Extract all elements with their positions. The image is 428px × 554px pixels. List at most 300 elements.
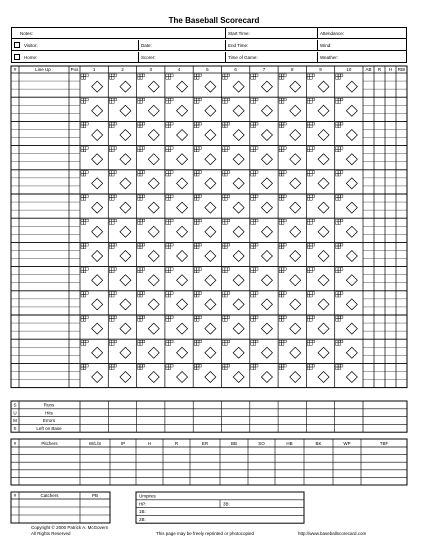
score-cell[interactable] bbox=[81, 292, 103, 310]
score-cell[interactable] bbox=[279, 243, 301, 261]
ball-box[interactable] bbox=[341, 364, 343, 367]
strike-box[interactable] bbox=[112, 77, 114, 80]
strike-box[interactable] bbox=[112, 149, 114, 152]
ball-box[interactable] bbox=[140, 268, 142, 271]
ball-box[interactable] bbox=[140, 292, 142, 295]
ball-box[interactable] bbox=[109, 243, 111, 246]
score-cell[interactable] bbox=[81, 219, 103, 237]
ball-box[interactable] bbox=[114, 74, 116, 77]
ball-box[interactable] bbox=[83, 268, 85, 271]
ball-box[interactable] bbox=[279, 268, 281, 271]
ball-box[interactable] bbox=[166, 147, 168, 150]
ball-box[interactable] bbox=[114, 340, 116, 343]
score-cell[interactable] bbox=[279, 364, 301, 382]
strike-box[interactable] bbox=[197, 246, 199, 249]
ball-box[interactable] bbox=[86, 292, 88, 295]
score-cell[interactable] bbox=[109, 171, 131, 189]
strike-box[interactable] bbox=[194, 173, 196, 176]
ball-box[interactable] bbox=[194, 316, 196, 319]
strike-box[interactable] bbox=[168, 222, 170, 225]
ball-box[interactable] bbox=[279, 340, 281, 343]
ball-box[interactable] bbox=[338, 147, 340, 150]
ball-box[interactable] bbox=[336, 74, 338, 77]
ball-box[interactable] bbox=[83, 292, 85, 295]
ball-box[interactable] bbox=[310, 147, 312, 150]
ball-box[interactable] bbox=[194, 98, 196, 101]
ball-box[interactable] bbox=[142, 147, 144, 150]
ball-box[interactable] bbox=[112, 364, 114, 367]
strike-box[interactable] bbox=[307, 294, 309, 297]
strike-box[interactable] bbox=[336, 125, 338, 128]
strike-box[interactable] bbox=[251, 319, 253, 322]
strike-box[interactable] bbox=[81, 173, 83, 176]
ball-box[interactable] bbox=[83, 340, 85, 343]
ball-box[interactable] bbox=[279, 243, 281, 246]
score-cell[interactable] bbox=[307, 122, 329, 140]
ball-box[interactable] bbox=[142, 122, 144, 125]
ball-box[interactable] bbox=[109, 147, 111, 150]
website-link[interactable]: http://www.baseballscorecard.com bbox=[298, 531, 367, 536]
score-cell[interactable] bbox=[138, 292, 160, 310]
ball-box[interactable] bbox=[171, 268, 173, 271]
ball-box[interactable] bbox=[341, 171, 343, 174]
ball-box[interactable] bbox=[225, 219, 227, 222]
ball-box[interactable] bbox=[279, 219, 281, 222]
score-cell[interactable] bbox=[307, 219, 329, 237]
ball-box[interactable] bbox=[199, 98, 201, 101]
strike-box[interactable] bbox=[253, 246, 255, 249]
ball-box[interactable] bbox=[253, 316, 255, 319]
ball-box[interactable] bbox=[284, 292, 286, 295]
ball-box[interactable] bbox=[284, 243, 286, 246]
ball-box[interactable] bbox=[166, 340, 168, 343]
ball-box[interactable] bbox=[223, 243, 225, 246]
ball-box[interactable] bbox=[251, 147, 253, 150]
ball-box[interactable] bbox=[338, 122, 340, 125]
ball-box[interactable] bbox=[81, 195, 83, 198]
strike-box[interactable] bbox=[197, 173, 199, 176]
score-cell[interactable] bbox=[336, 364, 358, 382]
score-cell[interactable] bbox=[251, 243, 273, 261]
strike-box[interactable] bbox=[197, 149, 199, 152]
strike-box[interactable] bbox=[166, 222, 168, 225]
ball-box[interactable] bbox=[166, 195, 168, 198]
score-cell[interactable] bbox=[251, 195, 273, 213]
ball-box[interactable] bbox=[81, 340, 83, 343]
ball-box[interactable] bbox=[251, 74, 253, 77]
score-cell[interactable] bbox=[223, 340, 245, 358]
strike-box[interactable] bbox=[253, 270, 255, 273]
strike-box[interactable] bbox=[282, 222, 284, 225]
ball-box[interactable] bbox=[251, 268, 253, 271]
ball-box[interactable] bbox=[227, 98, 229, 101]
strike-box[interactable] bbox=[112, 246, 114, 249]
ball-box[interactable] bbox=[225, 122, 227, 125]
ball-box[interactable] bbox=[140, 364, 142, 367]
strike-box[interactable] bbox=[338, 294, 340, 297]
score-cell[interactable] bbox=[109, 98, 131, 116]
strike-box[interactable] bbox=[307, 343, 309, 346]
strike-box[interactable] bbox=[253, 77, 255, 80]
strike-box[interactable] bbox=[251, 173, 253, 176]
score-cell[interactable] bbox=[336, 122, 358, 140]
strike-box[interactable] bbox=[140, 343, 142, 346]
ball-box[interactable] bbox=[142, 219, 144, 222]
ball-box[interactable] bbox=[199, 340, 201, 343]
ball-box[interactable] bbox=[338, 243, 340, 246]
ball-box[interactable] bbox=[81, 292, 83, 295]
ball-box[interactable] bbox=[223, 74, 225, 77]
score-cell[interactable] bbox=[336, 74, 358, 92]
strike-box[interactable] bbox=[83, 270, 85, 273]
strike-box[interactable] bbox=[251, 222, 253, 225]
ball-box[interactable] bbox=[310, 74, 312, 77]
ball-box[interactable] bbox=[256, 74, 258, 77]
ball-box[interactable] bbox=[336, 122, 338, 125]
score-cell[interactable] bbox=[194, 171, 216, 189]
ball-box[interactable] bbox=[112, 219, 114, 222]
ball-box[interactable] bbox=[114, 219, 116, 222]
ball-box[interactable] bbox=[112, 340, 114, 343]
ball-box[interactable] bbox=[112, 74, 114, 77]
ball-box[interactable] bbox=[109, 195, 111, 198]
score-cell[interactable] bbox=[307, 364, 329, 382]
ball-box[interactable] bbox=[336, 243, 338, 246]
ball-box[interactable] bbox=[114, 147, 116, 150]
score-cell[interactable] bbox=[251, 74, 273, 92]
strike-box[interactable] bbox=[225, 270, 227, 273]
score-cell[interactable] bbox=[223, 147, 245, 165]
strike-box[interactable] bbox=[109, 294, 111, 297]
strike-box[interactable] bbox=[310, 173, 312, 176]
ball-box[interactable] bbox=[112, 316, 114, 319]
ball-box[interactable] bbox=[284, 147, 286, 150]
score-cell[interactable] bbox=[138, 219, 160, 237]
score-cell[interactable] bbox=[81, 243, 103, 261]
strike-box[interactable] bbox=[310, 198, 312, 201]
ball-box[interactable] bbox=[279, 316, 281, 319]
ball-box[interactable] bbox=[114, 171, 116, 174]
ball-box[interactable] bbox=[253, 340, 255, 343]
ball-box[interactable] bbox=[336, 292, 338, 295]
strike-box[interactable] bbox=[223, 294, 225, 297]
ball-box[interactable] bbox=[168, 147, 170, 150]
strike-box[interactable] bbox=[197, 101, 199, 104]
strike-box[interactable] bbox=[338, 125, 340, 128]
strike-box[interactable] bbox=[279, 101, 281, 104]
ball-box[interactable] bbox=[81, 147, 83, 150]
ball-box[interactable] bbox=[199, 316, 201, 319]
strike-box[interactable] bbox=[336, 246, 338, 249]
ball-box[interactable] bbox=[251, 364, 253, 367]
score-cell[interactable] bbox=[251, 147, 273, 165]
ball-box[interactable] bbox=[138, 292, 140, 295]
score-cell[interactable] bbox=[166, 243, 188, 261]
ball-box[interactable] bbox=[279, 195, 281, 198]
ball-box[interactable] bbox=[284, 171, 286, 174]
ball-box[interactable] bbox=[194, 243, 196, 246]
ball-box[interactable] bbox=[138, 364, 140, 367]
strike-box[interactable] bbox=[225, 101, 227, 104]
ball-box[interactable] bbox=[83, 316, 85, 319]
ball-box[interactable] bbox=[341, 98, 343, 101]
strike-box[interactable] bbox=[282, 173, 284, 176]
ball-box[interactable] bbox=[282, 243, 284, 246]
strike-box[interactable] bbox=[112, 198, 114, 201]
strike-box[interactable] bbox=[223, 319, 225, 322]
strike-box[interactable] bbox=[279, 222, 281, 225]
ball-box[interactable] bbox=[114, 195, 116, 198]
ball-box[interactable] bbox=[194, 340, 196, 343]
ball-box[interactable] bbox=[336, 268, 338, 271]
strike-box[interactable] bbox=[140, 367, 142, 370]
score-cell[interactable] bbox=[81, 74, 103, 92]
strike-box[interactable] bbox=[251, 294, 253, 297]
score-cell[interactable] bbox=[336, 195, 358, 213]
strike-box[interactable] bbox=[197, 343, 199, 346]
ball-box[interactable] bbox=[251, 171, 253, 174]
score-cell[interactable] bbox=[223, 122, 245, 140]
strike-box[interactable] bbox=[223, 149, 225, 152]
score-cell[interactable] bbox=[81, 98, 103, 116]
strike-box[interactable] bbox=[310, 222, 312, 225]
ball-box[interactable] bbox=[227, 316, 229, 319]
ball-box[interactable] bbox=[312, 364, 314, 367]
strike-box[interactable] bbox=[310, 149, 312, 152]
ball-box[interactable] bbox=[282, 316, 284, 319]
score-cell[interactable] bbox=[194, 243, 216, 261]
ball-box[interactable] bbox=[171, 364, 173, 367]
ball-box[interactable] bbox=[282, 364, 284, 367]
strike-box[interactable] bbox=[307, 270, 309, 273]
strike-box[interactable] bbox=[338, 270, 340, 273]
score-cell[interactable] bbox=[336, 243, 358, 261]
strike-box[interactable] bbox=[109, 343, 111, 346]
ball-box[interactable] bbox=[279, 122, 281, 125]
ball-box[interactable] bbox=[168, 219, 170, 222]
ball-box[interactable] bbox=[251, 122, 253, 125]
ball-box[interactable] bbox=[112, 122, 114, 125]
strike-box[interactable] bbox=[81, 270, 83, 273]
score-cell[interactable] bbox=[109, 316, 131, 334]
score-cell[interactable] bbox=[223, 268, 245, 286]
strike-box[interactable] bbox=[166, 77, 168, 80]
strike-box[interactable] bbox=[109, 198, 111, 201]
ball-box[interactable] bbox=[256, 364, 258, 367]
ball-box[interactable] bbox=[138, 243, 140, 246]
ball-box[interactable] bbox=[338, 340, 340, 343]
strike-box[interactable] bbox=[109, 246, 111, 249]
score-cell[interactable] bbox=[109, 364, 131, 382]
score-cell[interactable] bbox=[279, 122, 301, 140]
strike-box[interactable] bbox=[168, 270, 170, 273]
ball-box[interactable] bbox=[225, 195, 227, 198]
score-cell[interactable] bbox=[279, 195, 301, 213]
score-cell[interactable] bbox=[251, 268, 273, 286]
strike-box[interactable] bbox=[282, 270, 284, 273]
score-cell[interactable] bbox=[194, 316, 216, 334]
ball-box[interactable] bbox=[225, 74, 227, 77]
strike-box[interactable] bbox=[166, 319, 168, 322]
strike-box[interactable] bbox=[168, 149, 170, 152]
strike-box[interactable] bbox=[140, 125, 142, 128]
score-cell[interactable] bbox=[279, 74, 301, 92]
strike-box[interactable] bbox=[279, 319, 281, 322]
ball-box[interactable] bbox=[166, 122, 168, 125]
strike-box[interactable] bbox=[282, 246, 284, 249]
ball-box[interactable] bbox=[312, 219, 314, 222]
ball-box[interactable] bbox=[166, 292, 168, 295]
strike-box[interactable] bbox=[251, 149, 253, 152]
strike-box[interactable] bbox=[225, 125, 227, 128]
ball-box[interactable] bbox=[338, 98, 340, 101]
ball-box[interactable] bbox=[197, 364, 199, 367]
score-cell[interactable] bbox=[109, 243, 131, 261]
strike-box[interactable] bbox=[166, 173, 168, 176]
ball-box[interactable] bbox=[282, 171, 284, 174]
strike-box[interactable] bbox=[223, 77, 225, 80]
strike-box[interactable] bbox=[138, 173, 140, 176]
score-cell[interactable] bbox=[251, 98, 273, 116]
ball-box[interactable] bbox=[312, 292, 314, 295]
ball-box[interactable] bbox=[81, 171, 83, 174]
score-cell[interactable] bbox=[138, 171, 160, 189]
ball-box[interactable] bbox=[284, 74, 286, 77]
strike-box[interactable] bbox=[336, 198, 338, 201]
score-cell[interactable] bbox=[138, 340, 160, 358]
ball-box[interactable] bbox=[109, 364, 111, 367]
ball-box[interactable] bbox=[171, 316, 173, 319]
ball-box[interactable] bbox=[166, 171, 168, 174]
strike-box[interactable] bbox=[307, 149, 309, 152]
ball-box[interactable] bbox=[86, 122, 88, 125]
strike-box[interactable] bbox=[223, 222, 225, 225]
score-cell[interactable] bbox=[307, 292, 329, 310]
score-cell[interactable] bbox=[223, 74, 245, 92]
ball-box[interactable] bbox=[307, 74, 309, 77]
strike-box[interactable] bbox=[81, 101, 83, 104]
strike-box[interactable] bbox=[253, 149, 255, 152]
score-cell[interactable] bbox=[138, 364, 160, 382]
strike-box[interactable] bbox=[307, 198, 309, 201]
score-cell[interactable] bbox=[81, 340, 103, 358]
strike-box[interactable] bbox=[194, 125, 196, 128]
strike-box[interactable] bbox=[225, 149, 227, 152]
score-cell[interactable] bbox=[223, 219, 245, 237]
strike-box[interactable] bbox=[307, 125, 309, 128]
ball-box[interactable] bbox=[81, 268, 83, 271]
ball-box[interactable] bbox=[86, 243, 88, 246]
score-cell[interactable] bbox=[307, 171, 329, 189]
strike-box[interactable] bbox=[282, 343, 284, 346]
ball-box[interactable] bbox=[168, 74, 170, 77]
ball-box[interactable] bbox=[142, 316, 144, 319]
ball-box[interactable] bbox=[310, 219, 312, 222]
strike-box[interactable] bbox=[83, 222, 85, 225]
strike-box[interactable] bbox=[112, 125, 114, 128]
ball-box[interactable] bbox=[256, 316, 258, 319]
ball-box[interactable] bbox=[194, 268, 196, 271]
ball-box[interactable] bbox=[284, 219, 286, 222]
score-cell[interactable] bbox=[166, 316, 188, 334]
score-cell[interactable] bbox=[138, 195, 160, 213]
strike-box[interactable] bbox=[168, 173, 170, 176]
score-cell[interactable] bbox=[223, 292, 245, 310]
strike-box[interactable] bbox=[140, 77, 142, 80]
ball-box[interactable] bbox=[140, 74, 142, 77]
strike-box[interactable] bbox=[251, 367, 253, 370]
score-cell[interactable] bbox=[81, 195, 103, 213]
score-cell[interactable] bbox=[251, 292, 273, 310]
ball-box[interactable] bbox=[256, 340, 258, 343]
strike-box[interactable] bbox=[138, 270, 140, 273]
strike-box[interactable] bbox=[197, 270, 199, 273]
strike-box[interactable] bbox=[197, 198, 199, 201]
strike-box[interactable] bbox=[225, 367, 227, 370]
score-cell[interactable] bbox=[307, 243, 329, 261]
strike-box[interactable] bbox=[310, 343, 312, 346]
strike-box[interactable] bbox=[338, 149, 340, 152]
ball-box[interactable] bbox=[171, 292, 173, 295]
strike-box[interactable] bbox=[112, 101, 114, 104]
strike-box[interactable] bbox=[310, 270, 312, 273]
strike-box[interactable] bbox=[112, 343, 114, 346]
ball-box[interactable] bbox=[312, 340, 314, 343]
strike-box[interactable] bbox=[307, 319, 309, 322]
ball-box[interactable] bbox=[142, 340, 144, 343]
ball-box[interactable] bbox=[341, 268, 343, 271]
ball-box[interactable] bbox=[166, 316, 168, 319]
ball-box[interactable] bbox=[310, 243, 312, 246]
ball-box[interactable] bbox=[83, 364, 85, 367]
ball-box[interactable] bbox=[197, 171, 199, 174]
strike-box[interactable] bbox=[83, 149, 85, 152]
strike-box[interactable] bbox=[109, 173, 111, 176]
ball-box[interactable] bbox=[341, 340, 343, 343]
ball-box[interactable] bbox=[83, 243, 85, 246]
strike-box[interactable] bbox=[194, 101, 196, 104]
ball-box[interactable] bbox=[253, 195, 255, 198]
strike-box[interactable] bbox=[197, 222, 199, 225]
score-cell[interactable] bbox=[279, 171, 301, 189]
score-cell[interactable] bbox=[138, 316, 160, 334]
ball-box[interactable] bbox=[225, 364, 227, 367]
score-cell[interactable] bbox=[336, 171, 358, 189]
ball-box[interactable] bbox=[81, 219, 83, 222]
ball-box[interactable] bbox=[251, 340, 253, 343]
ball-box[interactable] bbox=[166, 268, 168, 271]
score-cell[interactable] bbox=[336, 340, 358, 358]
strike-box[interactable] bbox=[83, 319, 85, 322]
strike-box[interactable] bbox=[138, 343, 140, 346]
strike-box[interactable] bbox=[194, 294, 196, 297]
ball-box[interactable] bbox=[166, 219, 168, 222]
strike-box[interactable] bbox=[83, 198, 85, 201]
score-cell[interactable] bbox=[279, 98, 301, 116]
ball-box[interactable] bbox=[112, 292, 114, 295]
strike-box[interactable] bbox=[310, 125, 312, 128]
ball-box[interactable] bbox=[109, 340, 111, 343]
ball-box[interactable] bbox=[227, 292, 229, 295]
strike-box[interactable] bbox=[338, 222, 340, 225]
score-cell[interactable] bbox=[109, 340, 131, 358]
strike-box[interactable] bbox=[194, 343, 196, 346]
strike-box[interactable] bbox=[168, 319, 170, 322]
ball-box[interactable] bbox=[307, 292, 309, 295]
score-cell[interactable] bbox=[109, 195, 131, 213]
ball-box[interactable] bbox=[86, 74, 88, 77]
ball-box[interactable] bbox=[312, 147, 314, 150]
